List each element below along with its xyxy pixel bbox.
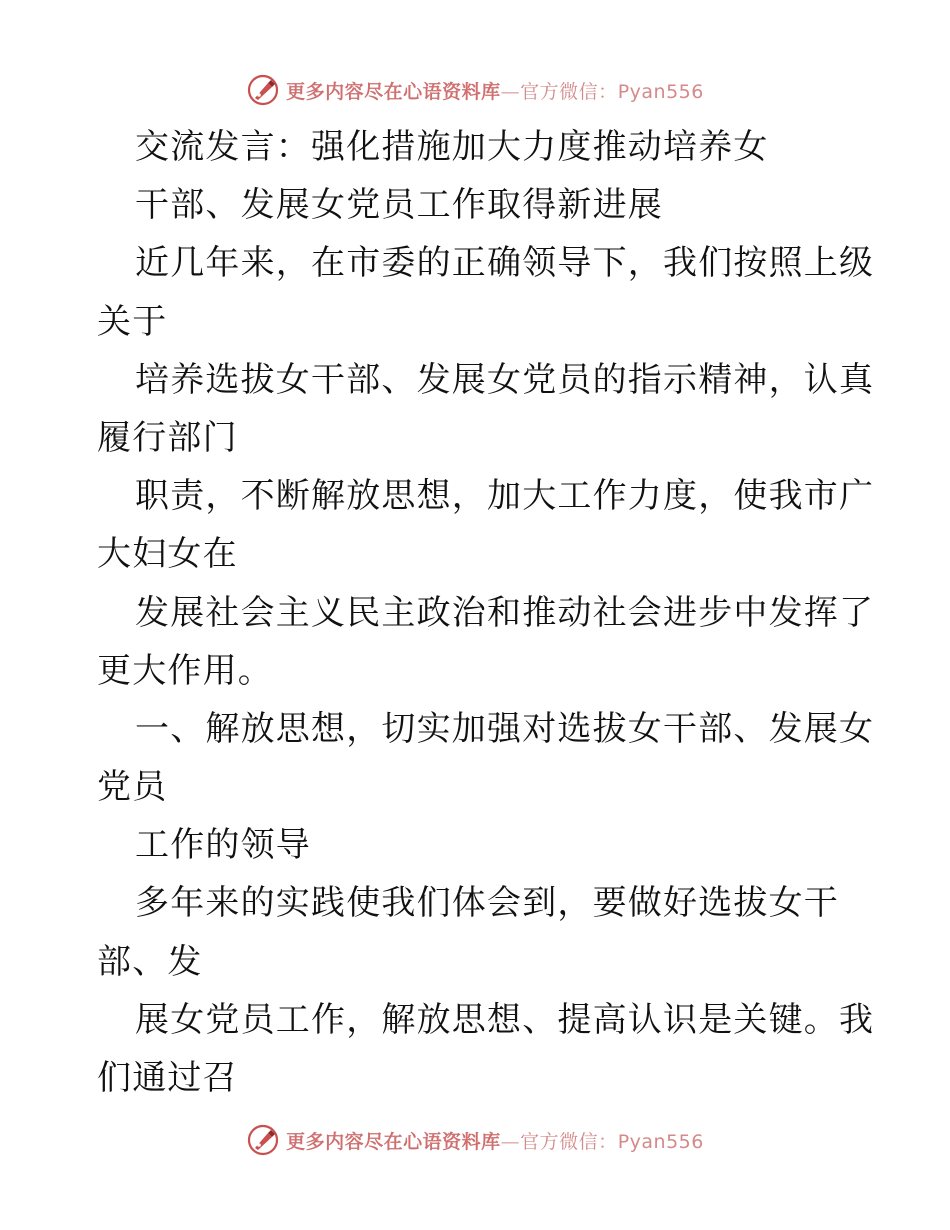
header-watermark [0, 70, 950, 110]
watermark-brand: 更多内容尽在心语资料库 [286, 80, 501, 103]
paragraph-line: 们通过召 [97, 1058, 238, 1098]
paragraph-line: 近几年来，在市委的正确领导下，我们按照上级 [135, 243, 875, 284]
watermark-separator: — [500, 1130, 521, 1153]
section-heading-line: 工作的领导 [135, 825, 311, 866]
watermark-contact-label: 官方微信： [520, 80, 618, 103]
paragraph-line: 发展社会主义民主政治和推动社会进步中发挥了 [135, 592, 875, 633]
watermark-contact-label: 官方微信： [520, 1130, 618, 1153]
watermark-contact-id: Pyan556 [617, 80, 704, 103]
section-heading-line: 一、解放思想，切实加强对选拔女干部、发展女 [135, 708, 875, 749]
paragraph-line: 更大作用。 [97, 650, 273, 691]
document-title-line-2: 干部、发展女党员工作取得新进展 [135, 185, 663, 226]
pen-nib-logo-icon [246, 73, 280, 107]
paragraph-line: 关于 [97, 301, 168, 342]
paragraph-line: 部、发 [97, 941, 203, 982]
section-heading-line: 党员 [97, 767, 168, 808]
watermark-contact-id: Pyan556 [617, 1130, 704, 1153]
paragraph-line: 展女党员工作，解放思想、提高认识是关键。我 [135, 999, 875, 1040]
document-title-line-1: 交流发言：强化措施加大力度推动培养女 [135, 127, 769, 167]
watermark-separator: — [500, 80, 521, 103]
watermark-brand: 更多内容尽在心语资料库 [286, 1130, 501, 1153]
pen-nib-logo-icon [246, 1123, 280, 1157]
paragraph-line: 履行部门 [97, 417, 238, 458]
footer-watermark [0, 1120, 950, 1160]
paragraph-line: 培养选拔女干部、发展女党员的指示精神，认真 [135, 359, 875, 400]
paragraph-line: 职责，不断解放思想，加大工作力度，使我市广 [135, 476, 875, 517]
paragraph-line: 大妇女在 [97, 534, 238, 575]
document-body [97, 118, 875, 1107]
paragraph-line: 多年来的实践使我们体会到，要做好选拔女干 [135, 883, 839, 924]
